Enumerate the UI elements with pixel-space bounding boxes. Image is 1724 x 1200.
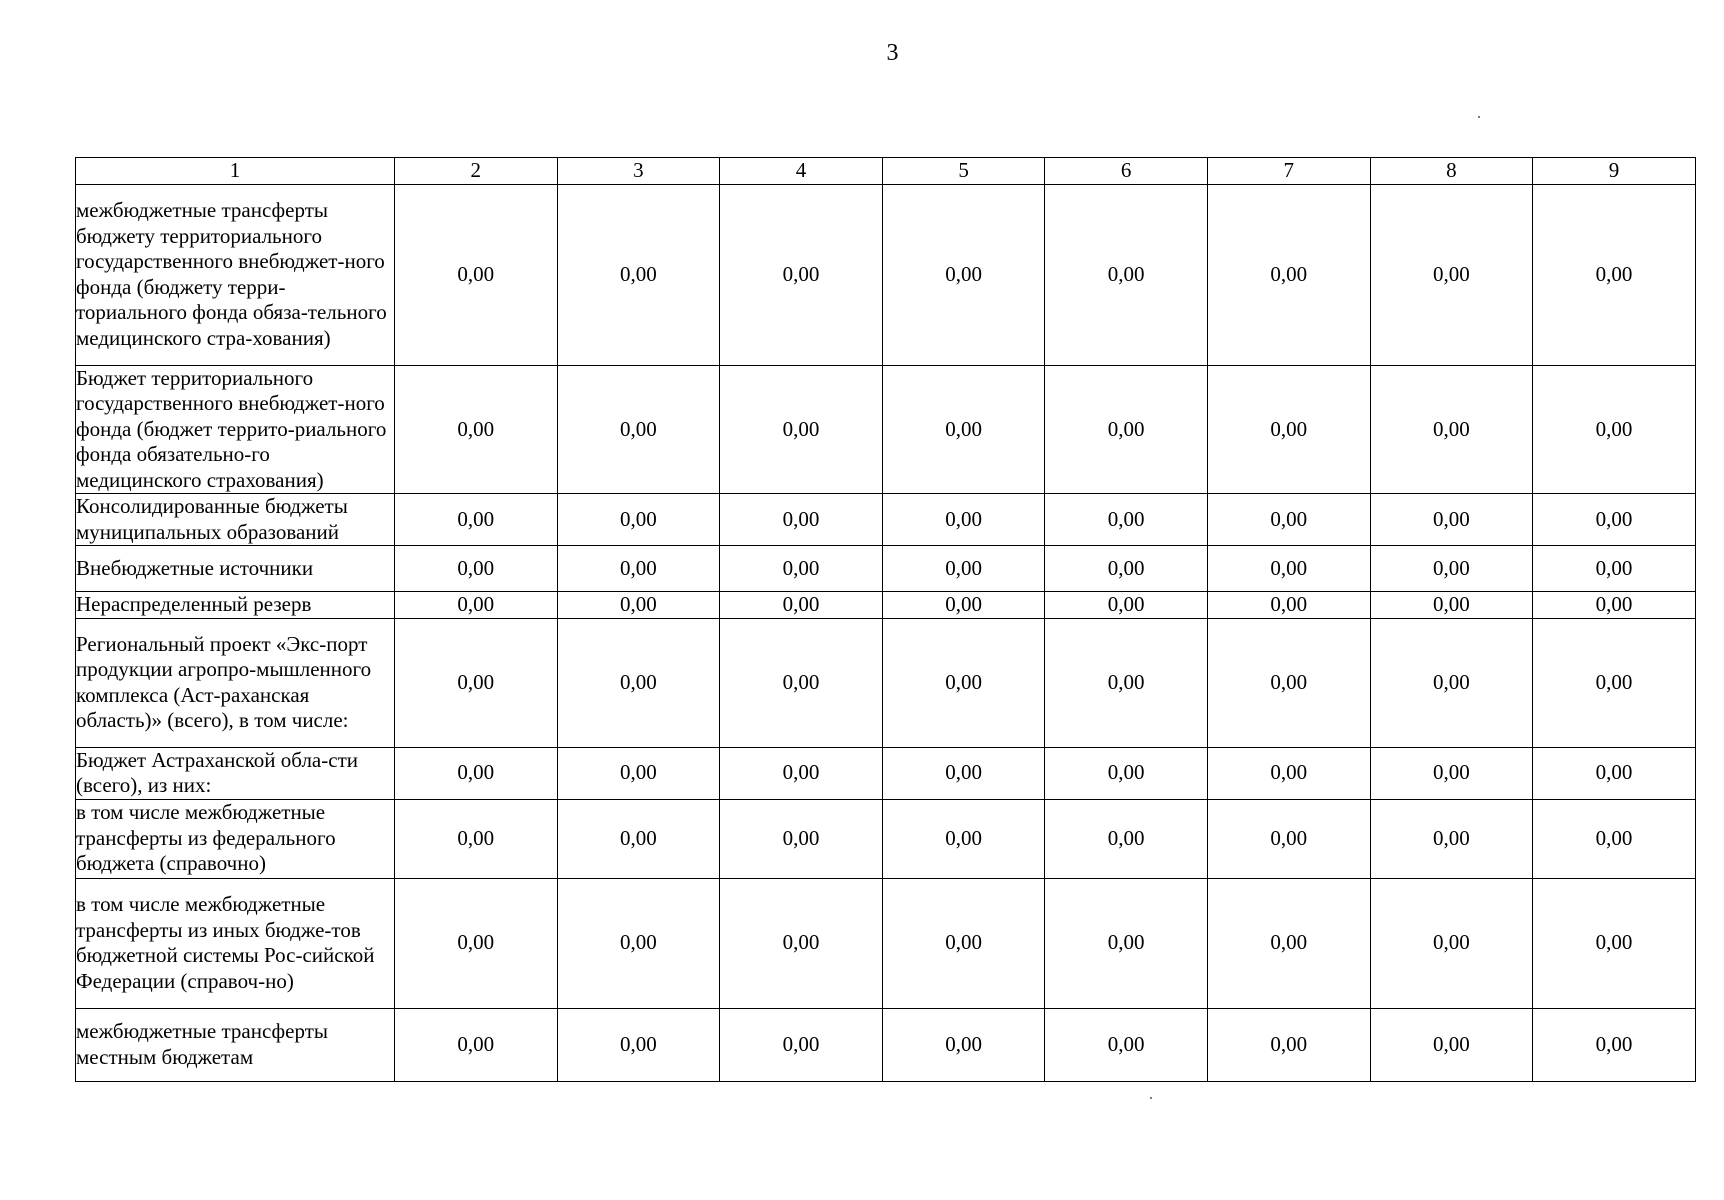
table-cell: 0,00 <box>395 878 558 1008</box>
table-cell: 0,00 <box>720 184 883 365</box>
table-cell: 0,00 <box>1045 184 1208 365</box>
table-cell: 0,00 <box>1533 799 1696 878</box>
table-cell: 0,00 <box>882 1008 1045 1081</box>
table-cell: 0,00 <box>1533 546 1696 592</box>
table-cell: 0,00 <box>557 592 720 619</box>
table-cell: 0,00 <box>1207 592 1370 619</box>
table-cell: 0,00 <box>720 747 883 799</box>
table-cell: 0,00 <box>720 494 883 546</box>
table-cell: 0,00 <box>882 184 1045 365</box>
table-cell: 0,00 <box>1045 365 1208 494</box>
column-header: 6 <box>1045 158 1208 185</box>
table-cell: 0,00 <box>882 878 1045 1008</box>
table-cell: 0,00 <box>557 618 720 747</box>
table-cell: 0,00 <box>1533 365 1696 494</box>
table-cell: 0,00 <box>720 546 883 592</box>
table-cell: 0,00 <box>1370 747 1533 799</box>
table-cell: 0,00 <box>1045 1008 1208 1081</box>
table-row <box>76 878 1696 1008</box>
column-header: 4 <box>720 158 883 185</box>
table-cell: 0,00 <box>557 546 720 592</box>
table-cell: 0,00 <box>1045 546 1208 592</box>
table-cell: 0,00 <box>1207 799 1370 878</box>
table-cell: 0,00 <box>557 747 720 799</box>
table-cell: 0,00 <box>1533 592 1696 619</box>
table-cell: 0,00 <box>1370 494 1533 546</box>
table-cell: 0,00 <box>557 184 720 365</box>
table-cell: 0,00 <box>1370 592 1533 619</box>
table-cell: 0,00 <box>720 1008 883 1081</box>
table-row <box>76 618 1696 747</box>
table-cell: 0,00 <box>720 878 883 1008</box>
table-cell: 0,00 <box>1045 747 1208 799</box>
table-cell: 0,00 <box>1207 618 1370 747</box>
row-label: Региональный проект «Экс-порт продукции агропро-мышленного комплекса (Аст-раханская область)» (всего), в том числе: <box>76 618 395 747</box>
table-cell: 0,00 <box>1370 184 1533 365</box>
table-cell: 0,00 <box>395 618 558 747</box>
column-header: 9 <box>1533 158 1696 185</box>
table-cell: 0,00 <box>1045 592 1208 619</box>
header-row <box>76 158 1696 185</box>
table-cell: 0,00 <box>1045 878 1208 1008</box>
table-cell: 0,00 <box>1533 184 1696 365</box>
table-row <box>76 747 1696 799</box>
scan-speck <box>1150 1097 1152 1099</box>
table-cell: 0,00 <box>1207 546 1370 592</box>
table-cell: 0,00 <box>882 546 1045 592</box>
table-cell: 0,00 <box>557 799 720 878</box>
table-cell: 0,00 <box>882 618 1045 747</box>
table-cell: 0,00 <box>395 494 558 546</box>
row-label: межбюджетные трансферты бюджету территориального государственного внебюджет-ного фонда (бюджету терри-ториального фонда обяза-тельного медицинского стра-хования) <box>76 184 395 365</box>
table-cell: 0,00 <box>395 365 558 494</box>
table-cell: 0,00 <box>882 494 1045 546</box>
row-label: в том числе межбюджетные трансферты из иных бюдже-тов бюджетной системы Рос-сийской Федерации (справоч-но) <box>76 878 395 1008</box>
row-label: Бюджет Астраханской обла-сти (всего), из них: <box>76 747 395 799</box>
scan-speck <box>1478 116 1480 118</box>
table-cell: 0,00 <box>395 799 558 878</box>
row-label: Консолидированные бюджеты муниципальных образований <box>76 494 395 546</box>
table-cell: 0,00 <box>1533 1008 1696 1081</box>
table-cell: 0,00 <box>1533 494 1696 546</box>
table-cell: 0,00 <box>1045 494 1208 546</box>
table-cell: 0,00 <box>1370 878 1533 1008</box>
table-row <box>76 546 1696 592</box>
table-cell: 0,00 <box>1370 1008 1533 1081</box>
table-cell: 0,00 <box>395 546 558 592</box>
table-row <box>76 799 1696 878</box>
table-cell: 0,00 <box>1045 618 1208 747</box>
table-cell: 0,00 <box>1533 747 1696 799</box>
table-cell: 0,00 <box>557 494 720 546</box>
row-label: Нераспределенный резерв <box>76 592 395 619</box>
row-label: в том числе межбюджетные трансферты из федерального бюджета (справочно) <box>76 799 395 878</box>
table-cell: 0,00 <box>557 365 720 494</box>
table-row <box>76 365 1696 494</box>
table-cell: 0,00 <box>720 365 883 494</box>
row-label: Бюджет территориального государственного внебюджет-ного фонда (бюджет террито-риального фонда обязательно-го медицинского страхования) <box>76 365 395 494</box>
table-cell: 0,00 <box>557 878 720 1008</box>
table-cell: 0,00 <box>395 747 558 799</box>
table-cell: 0,00 <box>557 1008 720 1081</box>
column-header: 1 <box>76 158 395 185</box>
table-cell: 0,00 <box>882 747 1045 799</box>
table-cell: 0,00 <box>1370 618 1533 747</box>
table-cell: 0,00 <box>395 1008 558 1081</box>
table-cell: 0,00 <box>1207 184 1370 365</box>
column-header: 5 <box>882 158 1045 185</box>
table-cell: 0,00 <box>1207 878 1370 1008</box>
table-row <box>76 184 1696 365</box>
table-cell: 0,00 <box>1370 365 1533 494</box>
table-cell: 0,00 <box>1207 365 1370 494</box>
table-cell: 0,00 <box>882 799 1045 878</box>
table-cell: 0,00 <box>1045 799 1208 878</box>
row-label: межбюджетные трансферты местным бюджетам <box>76 1008 395 1081</box>
table-row <box>76 592 1696 619</box>
table-cell: 0,00 <box>720 592 883 619</box>
table-row <box>76 1008 1696 1081</box>
column-header: 7 <box>1207 158 1370 185</box>
table-cell: 0,00 <box>395 184 558 365</box>
table-cell: 0,00 <box>1370 546 1533 592</box>
table-cell: 0,00 <box>1207 494 1370 546</box>
table-cell: 0,00 <box>1533 878 1696 1008</box>
page-number: 3 <box>886 40 899 66</box>
table-cell: 0,00 <box>882 592 1045 619</box>
table-cell: 0,00 <box>1533 618 1696 747</box>
budget-table <box>75 157 1696 1082</box>
row-label: Внебюджетные источники <box>76 546 395 592</box>
table-cell: 0,00 <box>720 618 883 747</box>
column-header: 8 <box>1370 158 1533 185</box>
table-cell: 0,00 <box>1207 747 1370 799</box>
column-header: 2 <box>395 158 558 185</box>
column-header: 3 <box>557 158 720 185</box>
table-cell: 0,00 <box>395 592 558 619</box>
table-cell: 0,00 <box>882 365 1045 494</box>
table-cell: 0,00 <box>720 799 883 878</box>
table-cell: 0,00 <box>1370 799 1533 878</box>
table-row <box>76 494 1696 546</box>
table-cell: 0,00 <box>1207 1008 1370 1081</box>
